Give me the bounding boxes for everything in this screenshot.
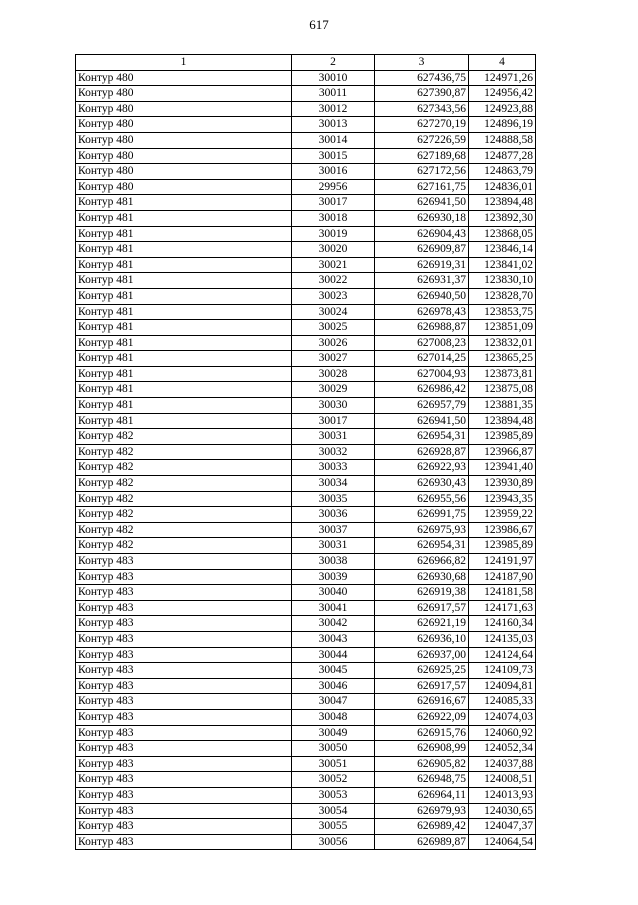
point-number-cell: 30017 (292, 195, 375, 211)
table-row (76, 522, 536, 538)
table-row (76, 663, 536, 679)
table-row (76, 210, 536, 226)
table-row (76, 507, 536, 523)
contour-cell: Контур 481 (76, 335, 292, 351)
y-coordinate-cell: 123943,35 (469, 491, 536, 507)
contour-cell: Контур 483 (76, 678, 292, 694)
y-coordinate-cell: 124171,63 (469, 600, 536, 616)
page-number: 617 (309, 17, 329, 32)
column-header: 4 (469, 55, 536, 71)
contour-cell: Контур 481 (76, 195, 292, 211)
point-number-cell: 30044 (292, 647, 375, 663)
x-coordinate-cell: 626975,93 (375, 522, 469, 538)
contour-cell: Контур 483 (76, 756, 292, 772)
y-coordinate-cell: 123846,14 (469, 242, 536, 258)
x-coordinate-cell: 626917,57 (375, 600, 469, 616)
table-row (76, 429, 536, 445)
contour-cell: Контур 482 (76, 522, 292, 538)
x-coordinate-cell: 626915,76 (375, 725, 469, 741)
table-row (76, 476, 536, 492)
y-coordinate-cell: 124074,03 (469, 709, 536, 725)
point-number-cell: 30020 (292, 242, 375, 258)
point-number-cell: 30018 (292, 210, 375, 226)
x-coordinate-cell: 626954,31 (375, 538, 469, 554)
contour-cell: Контур 481 (76, 257, 292, 273)
contour-cell: Контур 483 (76, 787, 292, 803)
contour-cell: Контур 483 (76, 569, 292, 585)
y-coordinate-cell: 124047,37 (469, 819, 536, 835)
table-row (76, 678, 536, 694)
y-coordinate-cell: 124956,42 (469, 86, 536, 102)
point-number-cell: 30050 (292, 741, 375, 757)
y-coordinate-cell: 123841,02 (469, 257, 536, 273)
y-coordinate-cell: 124094,81 (469, 678, 536, 694)
x-coordinate-cell: 627226,59 (375, 132, 469, 148)
point-number-cell: 30027 (292, 351, 375, 367)
point-number-cell: 30040 (292, 585, 375, 601)
table-row (76, 741, 536, 757)
table-row (76, 148, 536, 164)
column-header: 1 (76, 55, 292, 71)
x-coordinate-cell: 626978,43 (375, 304, 469, 320)
table-row (76, 803, 536, 819)
contour-cell: Контур 481 (76, 304, 292, 320)
point-number-cell: 30046 (292, 678, 375, 694)
y-coordinate-cell: 124836,01 (469, 179, 536, 195)
x-coordinate-cell: 626979,93 (375, 803, 469, 819)
table-row (76, 70, 536, 86)
x-coordinate-cell: 626930,68 (375, 569, 469, 585)
table-body (76, 70, 536, 850)
x-coordinate-cell: 626989,87 (375, 834, 469, 850)
point-number-cell: 30042 (292, 616, 375, 632)
table-row (76, 382, 536, 398)
table-row (76, 164, 536, 180)
contour-cell: Контур 483 (76, 600, 292, 616)
table-row (76, 304, 536, 320)
coordinates-table (75, 54, 536, 850)
point-number-cell: 30028 (292, 366, 375, 382)
y-coordinate-cell: 123873,81 (469, 366, 536, 382)
table-row (76, 756, 536, 772)
table-row (76, 226, 536, 242)
table-row (76, 491, 536, 507)
point-number-cell: 30021 (292, 257, 375, 273)
y-coordinate-cell: 123832,01 (469, 335, 536, 351)
point-number-cell: 30012 (292, 101, 375, 117)
point-number-cell: 30041 (292, 600, 375, 616)
y-coordinate-cell: 124877,28 (469, 148, 536, 164)
x-coordinate-cell: 626955,56 (375, 491, 469, 507)
contour-cell: Контур 483 (76, 725, 292, 741)
x-coordinate-cell: 626991,75 (375, 507, 469, 523)
point-number-cell: 30013 (292, 117, 375, 133)
table-row (76, 600, 536, 616)
y-coordinate-cell: 124160,34 (469, 616, 536, 632)
table-row (76, 195, 536, 211)
table-row (76, 709, 536, 725)
x-coordinate-cell: 626921,19 (375, 616, 469, 632)
x-coordinate-cell: 627172,56 (375, 164, 469, 180)
y-coordinate-cell: 124923,88 (469, 101, 536, 117)
contour-cell: Контур 480 (76, 148, 292, 164)
contour-cell: Контур 480 (76, 117, 292, 133)
contour-cell: Контур 482 (76, 538, 292, 554)
contour-cell: Контур 483 (76, 709, 292, 725)
table-row (76, 725, 536, 741)
table-row (76, 320, 536, 336)
point-number-cell: 30038 (292, 554, 375, 570)
x-coordinate-cell: 627008,23 (375, 335, 469, 351)
contour-cell: Контур 483 (76, 647, 292, 663)
table-row (76, 819, 536, 835)
contour-cell: Контур 481 (76, 273, 292, 289)
table-row (76, 101, 536, 117)
point-number-cell: 30051 (292, 756, 375, 772)
y-coordinate-cell: 124191,97 (469, 554, 536, 570)
x-coordinate-cell: 626940,50 (375, 288, 469, 304)
point-number-cell: 30015 (292, 148, 375, 164)
contour-cell: Контур 481 (76, 320, 292, 336)
y-coordinate-cell: 123930,89 (469, 476, 536, 492)
contour-cell: Контур 482 (76, 491, 292, 507)
point-number-cell: 30026 (292, 335, 375, 351)
table-row (76, 117, 536, 133)
x-coordinate-cell: 626931,37 (375, 273, 469, 289)
point-number-cell: 30043 (292, 631, 375, 647)
y-coordinate-cell: 123941,40 (469, 460, 536, 476)
y-coordinate-cell: 124135,03 (469, 631, 536, 647)
contour-cell: Контур 483 (76, 694, 292, 710)
table-row (76, 179, 536, 195)
table-row (76, 398, 536, 414)
x-coordinate-cell: 626966,82 (375, 554, 469, 570)
y-coordinate-cell: 124896,19 (469, 117, 536, 133)
x-coordinate-cell: 626908,99 (375, 741, 469, 757)
y-coordinate-cell: 123851,09 (469, 320, 536, 336)
point-number-cell: 30054 (292, 803, 375, 819)
y-coordinate-cell: 124008,51 (469, 772, 536, 788)
y-coordinate-cell: 123959,22 (469, 507, 536, 523)
x-coordinate-cell: 626922,93 (375, 460, 469, 476)
contour-cell: Контур 480 (76, 132, 292, 148)
contour-cell: Контур 483 (76, 585, 292, 601)
point-number-cell: 30025 (292, 320, 375, 336)
point-number-cell: 30019 (292, 226, 375, 242)
point-number-cell: 30016 (292, 164, 375, 180)
point-number-cell: 30030 (292, 398, 375, 414)
contour-cell: Контур 482 (76, 429, 292, 445)
contour-cell: Контур 483 (76, 741, 292, 757)
x-coordinate-cell: 626919,38 (375, 585, 469, 601)
point-number-cell: 30039 (292, 569, 375, 585)
y-coordinate-cell: 124030,65 (469, 803, 536, 819)
table-row (76, 460, 536, 476)
y-coordinate-cell: 123868,05 (469, 226, 536, 242)
x-coordinate-cell: 626905,82 (375, 756, 469, 772)
table-row (76, 647, 536, 663)
y-coordinate-cell: 123828,70 (469, 288, 536, 304)
y-coordinate-cell: 124037,88 (469, 756, 536, 772)
point-number-cell: 30011 (292, 86, 375, 102)
point-number-cell: 30017 (292, 413, 375, 429)
table-row (76, 585, 536, 601)
y-coordinate-cell: 124064,54 (469, 834, 536, 850)
contour-cell: Контур 481 (76, 351, 292, 367)
table-row (76, 366, 536, 382)
x-coordinate-cell: 627004,93 (375, 366, 469, 382)
table-row (76, 351, 536, 367)
x-coordinate-cell: 626916,67 (375, 694, 469, 710)
point-number-cell: 30023 (292, 288, 375, 304)
point-number-cell: 30014 (292, 132, 375, 148)
contour-cell: Контур 481 (76, 226, 292, 242)
x-coordinate-cell: 626904,43 (375, 226, 469, 242)
table-row (76, 569, 536, 585)
contour-cell: Контур 483 (76, 663, 292, 679)
table-row (76, 694, 536, 710)
x-coordinate-cell: 626937,00 (375, 647, 469, 663)
contour-cell: Контур 481 (76, 398, 292, 414)
contour-cell: Контур 480 (76, 179, 292, 195)
x-coordinate-cell: 626989,42 (375, 819, 469, 835)
point-number-cell: 30022 (292, 273, 375, 289)
table-row (76, 257, 536, 273)
x-coordinate-cell: 626986,42 (375, 382, 469, 398)
y-coordinate-cell: 124181,58 (469, 585, 536, 601)
point-number-cell: 30031 (292, 429, 375, 445)
contour-cell: Контур 483 (76, 616, 292, 632)
table-row (76, 787, 536, 803)
contour-cell: Контур 483 (76, 819, 292, 835)
table-row (76, 444, 536, 460)
point-number-cell: 30056 (292, 834, 375, 850)
y-coordinate-cell: 124085,33 (469, 694, 536, 710)
y-coordinate-cell: 124187,90 (469, 569, 536, 585)
table-row (76, 335, 536, 351)
contour-cell: Контур 483 (76, 631, 292, 647)
point-number-cell: 30010 (292, 70, 375, 86)
contour-cell: Контур 480 (76, 70, 292, 86)
contour-cell: Контур 481 (76, 413, 292, 429)
point-number-cell: 30049 (292, 725, 375, 741)
y-coordinate-cell: 124971,26 (469, 70, 536, 86)
table-row (76, 772, 536, 788)
point-number-cell: 30047 (292, 694, 375, 710)
x-coordinate-cell: 627270,19 (375, 117, 469, 133)
x-coordinate-cell: 626988,87 (375, 320, 469, 336)
x-coordinate-cell: 626930,43 (375, 476, 469, 492)
point-number-cell: 29956 (292, 179, 375, 195)
table-row (76, 242, 536, 258)
contour-cell: Контур 482 (76, 476, 292, 492)
x-coordinate-cell: 627161,75 (375, 179, 469, 195)
x-coordinate-cell: 626941,50 (375, 413, 469, 429)
contour-cell: Контур 481 (76, 366, 292, 382)
x-coordinate-cell: 626948,75 (375, 772, 469, 788)
contour-cell: Контур 482 (76, 507, 292, 523)
y-coordinate-cell: 123986,67 (469, 522, 536, 538)
x-coordinate-cell: 627014,25 (375, 351, 469, 367)
contour-cell: Контур 483 (76, 772, 292, 788)
table-row (76, 538, 536, 554)
y-coordinate-cell: 123830,10 (469, 273, 536, 289)
y-coordinate-cell: 123894,48 (469, 195, 536, 211)
x-coordinate-cell: 626964,11 (375, 787, 469, 803)
contour-cell: Контур 482 (76, 460, 292, 476)
table-row (76, 616, 536, 632)
x-coordinate-cell: 627390,87 (375, 86, 469, 102)
y-coordinate-cell: 123985,89 (469, 538, 536, 554)
y-coordinate-cell: 123875,08 (469, 382, 536, 398)
point-number-cell: 30035 (292, 491, 375, 507)
x-coordinate-cell: 626917,57 (375, 678, 469, 694)
contour-cell: Контур 481 (76, 210, 292, 226)
table-row (76, 273, 536, 289)
y-coordinate-cell: 123894,48 (469, 413, 536, 429)
point-number-cell: 30048 (292, 709, 375, 725)
contour-cell: Контур 480 (76, 164, 292, 180)
point-number-cell: 30029 (292, 382, 375, 398)
x-coordinate-cell: 626936,10 (375, 631, 469, 647)
point-number-cell: 30033 (292, 460, 375, 476)
y-coordinate-cell: 123881,35 (469, 398, 536, 414)
x-coordinate-cell: 626928,87 (375, 444, 469, 460)
column-header: 2 (292, 55, 375, 71)
y-coordinate-cell: 123892,30 (469, 210, 536, 226)
table-row (76, 631, 536, 647)
contour-cell: Контур 481 (76, 288, 292, 304)
point-number-cell: 30037 (292, 522, 375, 538)
table-row (76, 413, 536, 429)
table-row (76, 86, 536, 102)
x-coordinate-cell: 626909,87 (375, 242, 469, 258)
column-header: 3 (375, 55, 469, 71)
point-number-cell: 30032 (292, 444, 375, 460)
contour-cell: Контур 483 (76, 834, 292, 850)
point-number-cell: 30024 (292, 304, 375, 320)
table-row (76, 834, 536, 850)
x-coordinate-cell: 626919,31 (375, 257, 469, 273)
y-coordinate-cell: 123853,75 (469, 304, 536, 320)
y-coordinate-cell: 124013,93 (469, 787, 536, 803)
x-coordinate-cell: 626925,25 (375, 663, 469, 679)
y-coordinate-cell: 124052,34 (469, 741, 536, 757)
contour-cell: Контур 482 (76, 444, 292, 460)
table-header-row (76, 55, 536, 71)
y-coordinate-cell: 124124,64 (469, 647, 536, 663)
contour-cell: Контур 481 (76, 242, 292, 258)
x-coordinate-cell: 626957,79 (375, 398, 469, 414)
y-coordinate-cell: 124109,73 (469, 663, 536, 679)
x-coordinate-cell: 627436,75 (375, 70, 469, 86)
y-coordinate-cell: 123966,87 (469, 444, 536, 460)
contour-cell: Контур 480 (76, 86, 292, 102)
contour-cell: Контур 480 (76, 101, 292, 117)
point-number-cell: 30055 (292, 819, 375, 835)
x-coordinate-cell: 626954,31 (375, 429, 469, 445)
y-coordinate-cell: 124863,79 (469, 164, 536, 180)
contour-cell: Контур 483 (76, 803, 292, 819)
table-row (76, 554, 536, 570)
table-row (76, 132, 536, 148)
point-number-cell: 30034 (292, 476, 375, 492)
y-coordinate-cell: 123985,89 (469, 429, 536, 445)
point-number-cell: 30031 (292, 538, 375, 554)
y-coordinate-cell: 124888,58 (469, 132, 536, 148)
y-coordinate-cell: 124060,92 (469, 725, 536, 741)
contour-cell: Контур 481 (76, 382, 292, 398)
point-number-cell: 30053 (292, 787, 375, 803)
x-coordinate-cell: 627343,56 (375, 101, 469, 117)
x-coordinate-cell: 626941,50 (375, 195, 469, 211)
x-coordinate-cell: 626930,18 (375, 210, 469, 226)
y-coordinate-cell: 123865,25 (469, 351, 536, 367)
table-row (76, 288, 536, 304)
point-number-cell: 30052 (292, 772, 375, 788)
point-number-cell: 30045 (292, 663, 375, 679)
point-number-cell: 30036 (292, 507, 375, 523)
x-coordinate-cell: 627189,68 (375, 148, 469, 164)
contour-cell: Контур 483 (76, 554, 292, 570)
x-coordinate-cell: 626922,09 (375, 709, 469, 725)
